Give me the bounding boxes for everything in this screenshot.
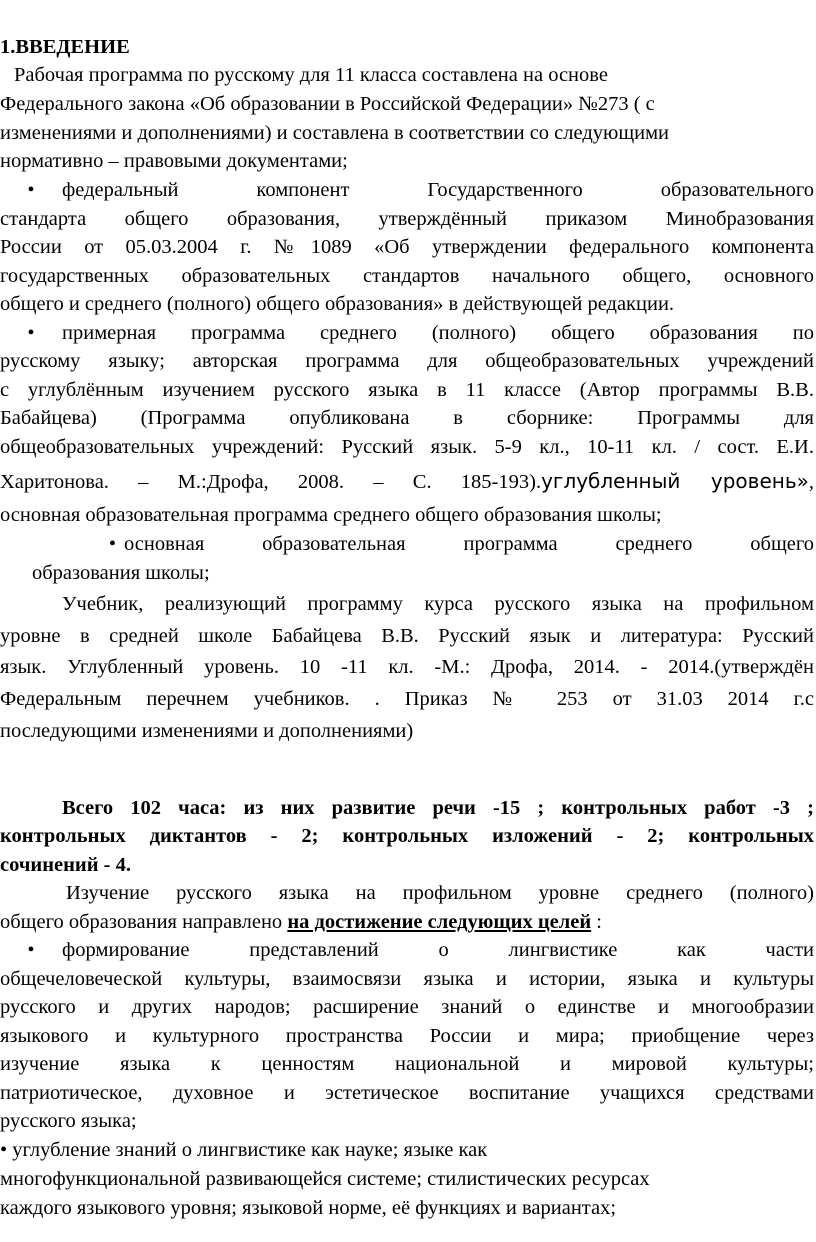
textbook-line: Федеральным перечнем учебников. . Приказ № 253 от 31.03 2014 г.с (0, 688, 814, 710)
goal-item-1-line: русского языка; (0, 1110, 137, 1132)
bullet-item-2-line: основная образовательная программа среднего общего образования школы; (0, 504, 662, 526)
goals-line (0, 879, 814, 908)
bullet-item-3-line (0, 559, 814, 588)
goals-text: : (591, 911, 602, 933)
bullet-item-3-text: основная образовательная программа среднего общего (124, 533, 814, 555)
goal-item-1-line (0, 936, 814, 965)
totals-line (0, 794, 814, 823)
bullet-item-1-line: общего и среднего (полного) общего образования» в действующей редакции. (0, 293, 675, 315)
intro-line: нормативно – правовыми документами; (0, 150, 348, 172)
textbook-line: уровне в средней школе Бабайцева В.В. Русский язык и литература: Русский (0, 625, 814, 647)
bullet-item-1-line: стандарта общего образования, утверждённый приказом Минобразования (0, 208, 814, 230)
goal-item-2-line: • углубление знаний о лингвистике как науке; языке как (0, 1139, 488, 1161)
totals-line: контрольных диктантов - 2; контрольных изложений - 2; контрольных (0, 825, 814, 847)
textbook-text: Учебник, реализующий программу курса русского языка на профильном (62, 593, 814, 615)
bullet-item-2-line: общеобразовательных учреждений: Русский язык. 5-9 кл., 10-11 кл. / сост. Е.И. (0, 436, 814, 458)
intro-line (0, 61, 814, 90)
goal-item-1-text: формирование представлений о лингвистике как части (62, 939, 814, 961)
goal-item-2-line: многофункциональной развивающейся системе; стилистических ресурсах (0, 1168, 650, 1190)
totals-line: сочинений - 4. (0, 854, 131, 876)
bullet-item-2-text: примерная программа среднего (полного) общего образования по (62, 322, 814, 344)
goals-text: Изучение русского языка на профильном уровне среднего (полного) (66, 882, 814, 904)
bullet-icon: • (27, 322, 35, 344)
bullet-item-2-line (0, 319, 814, 348)
bullet-item-3-line (0, 530, 814, 559)
bullet-item-2-line: русскому языку; авторская программа для общеобразовательных учреждений (0, 350, 814, 372)
bullet-item-2-line (0, 467, 814, 497)
bullet-item-2-line: с углублённым изучением русского языка в 11 классе (Автор программы В.В. (0, 379, 814, 401)
bullet-item-1-line: государственных образовательных стандартов начального общего, основного (0, 265, 814, 287)
bullet-icon: • (108, 533, 116, 555)
bullet-item-1-text: федеральный компонент Государственного образовательного (62, 179, 814, 201)
intro-line: изменениями и дополнениями) и составлена в соответствии со следующими (0, 122, 670, 144)
goal-item-1-line: общечеловеческой культуры, взаимосвязи языка и истории, языка и культуры (0, 968, 814, 990)
comma-text: , (808, 471, 814, 493)
totals-text: Всего 102 часа: из них развитие речи -15 ; контрольных работ -3 ; (62, 797, 814, 819)
intro-line: Федерального закона «Об образовании в Российской Федерации» №273 ( с (0, 93, 655, 115)
intro-text: Рабочая программа по русскому для 11 класса составлена на основе (14, 64, 608, 86)
citation-text: Харитонова. – М.:Дрофа, 2008. – С. 185-193). (0, 471, 542, 493)
textbook-line: последующими изменениями и дополнениями) (0, 720, 414, 742)
goal-item-1-line: патриотическое, духовное и эстетическое воспитание учащихся средствами (0, 1082, 814, 1104)
goal-item-2-line: каждого языкового уровня; языковой норме, её функциях и вариантах; (0, 1197, 617, 1219)
bullet-item-1-line: России от 05.03.2004 г. №1089 «Об утверждении федерального компонента (0, 236, 814, 258)
bullet-icon: • (27, 179, 35, 201)
goal-item-1-line: русского и других народов; расширение знаний о единстве и многообразии (0, 996, 814, 1018)
bullet-item-1-line (0, 176, 814, 205)
level-text: углубленный уровень» (541, 469, 809, 493)
goals-line (0, 908, 814, 937)
goal-item-1-line: изучение языка к ценностям национальной и мировой культуры; (0, 1053, 814, 1075)
goals-emphasis: на достижение следующих целей (287, 911, 592, 933)
textbook-line: язык. Углубленный уровень. 10 -11 кл. -М.: Дрофа, 2014. - 2014.(утверждён (0, 656, 814, 678)
bullet-item-2-line: Бабайцева) (Программа опубликована в сборнике: Программы для (0, 407, 814, 429)
bullet-item-3-text: образования школы; (32, 562, 210, 584)
bullet-icon: • (27, 939, 35, 961)
goal-item-1-line: языкового и культурного пространства России и мира; приобщение через (0, 1025, 814, 1047)
goals-text: общего образования направлено (0, 911, 288, 933)
section-heading: 1.ВВЕДЕНИЕ (0, 36, 130, 58)
textbook-line (0, 590, 814, 619)
